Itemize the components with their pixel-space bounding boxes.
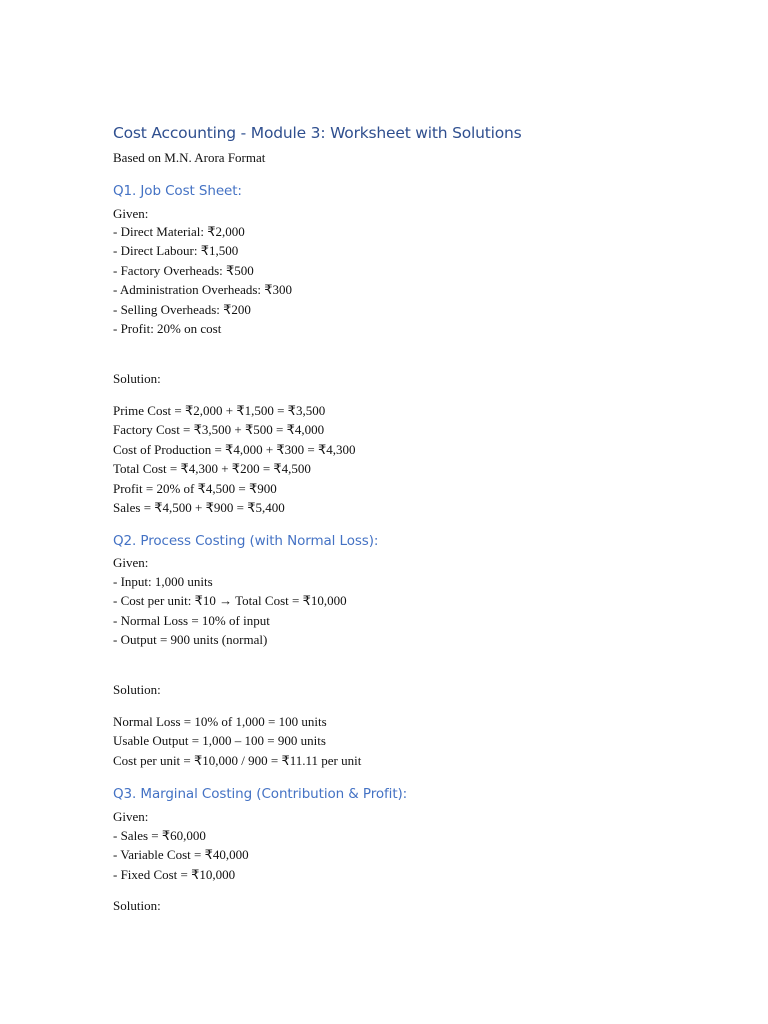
q3-solution-label: Solution: [113, 898, 161, 913]
document-title: Cost Accounting - Module 3: Worksheet with Solutions [113, 124, 522, 142]
q1-given-item: - Administration Overheads: ₹300 [113, 282, 293, 298]
q2-given-item: - Output = 900 units (normal) [113, 632, 268, 648]
q2-given-item: - Cost per unit: ₹10 → Total Cost = ₹10,000 [113, 593, 347, 609]
q1-solution-line: Factory Cost = ₹3,500 + ₹500 = ₹4,000 [113, 422, 325, 438]
q1-heading: Q1. Job Cost Sheet: [113, 183, 242, 199]
q1-given-label: Given: [113, 206, 149, 221]
q3-given-item: - Variable Cost = ₹40,000 [113, 847, 249, 863]
q2-heading: Q2. Process Costing (with Normal Loss): [113, 533, 379, 549]
q1-solution-line: Sales = ₹4,500 + ₹900 = ₹5,400 [113, 500, 285, 516]
q1-given-item: - Profit: 20% on cost [113, 321, 222, 337]
q2-solution-line: Normal Loss = 10% of 1,000 = 100 units [113, 714, 327, 729]
q1-given-item: - Direct Labour: ₹1,500 [113, 243, 239, 259]
q1-solution-list [113, 401, 356, 517]
q2-given-item: - Input: 1,000 units [113, 574, 213, 589]
q2-given-label: Given: [113, 555, 149, 570]
q1-given-item: - Factory Overheads: ₹500 [113, 262, 254, 278]
q1-given-list [113, 222, 292, 338]
q2-solution-line: Cost per unit = ₹10,000 / 900 = ₹11.11 per unit [113, 752, 362, 768]
q3-heading: Q3. Marginal Costing (Contribution & Profit): [113, 786, 408, 802]
q2-solution-line: Usable Output = 1,000 – 100 = 900 units [113, 733, 326, 749]
q1-given-item: - Selling Overheads: ₹200 [113, 301, 251, 317]
q1-solution-line: Total Cost = ₹4,300 + ₹200 = ₹4,500 [113, 461, 311, 477]
q2-solution-list [113, 712, 361, 770]
q3-given-item: - Sales = ₹60,000 [113, 828, 206, 843]
q1-solution-label: Solution: [113, 371, 161, 386]
q2-solution-label: Solution: [113, 682, 161, 697]
q1-given-item: - Direct Material: ₹2,000 [113, 224, 245, 239]
q3-given-label: Given: [113, 809, 149, 824]
q1-solution-line: Cost of Production = ₹4,000 + ₹300 = ₹4,300 [113, 441, 356, 457]
document-subtitle: Based on M.N. Arora Format [113, 150, 266, 165]
q3-given-list [113, 826, 249, 884]
q2-given-item: - Normal Loss = 10% of input [113, 612, 270, 628]
q2-given-list [113, 572, 347, 650]
q1-solution-line: Prime Cost = ₹2,000 + ₹1,500 = ₹3,500 [113, 403, 326, 418]
q1-solution-line: Profit = 20% of ₹4,500 = ₹900 [113, 480, 277, 496]
q3-given-item: - Fixed Cost = ₹10,000 [113, 866, 236, 882]
